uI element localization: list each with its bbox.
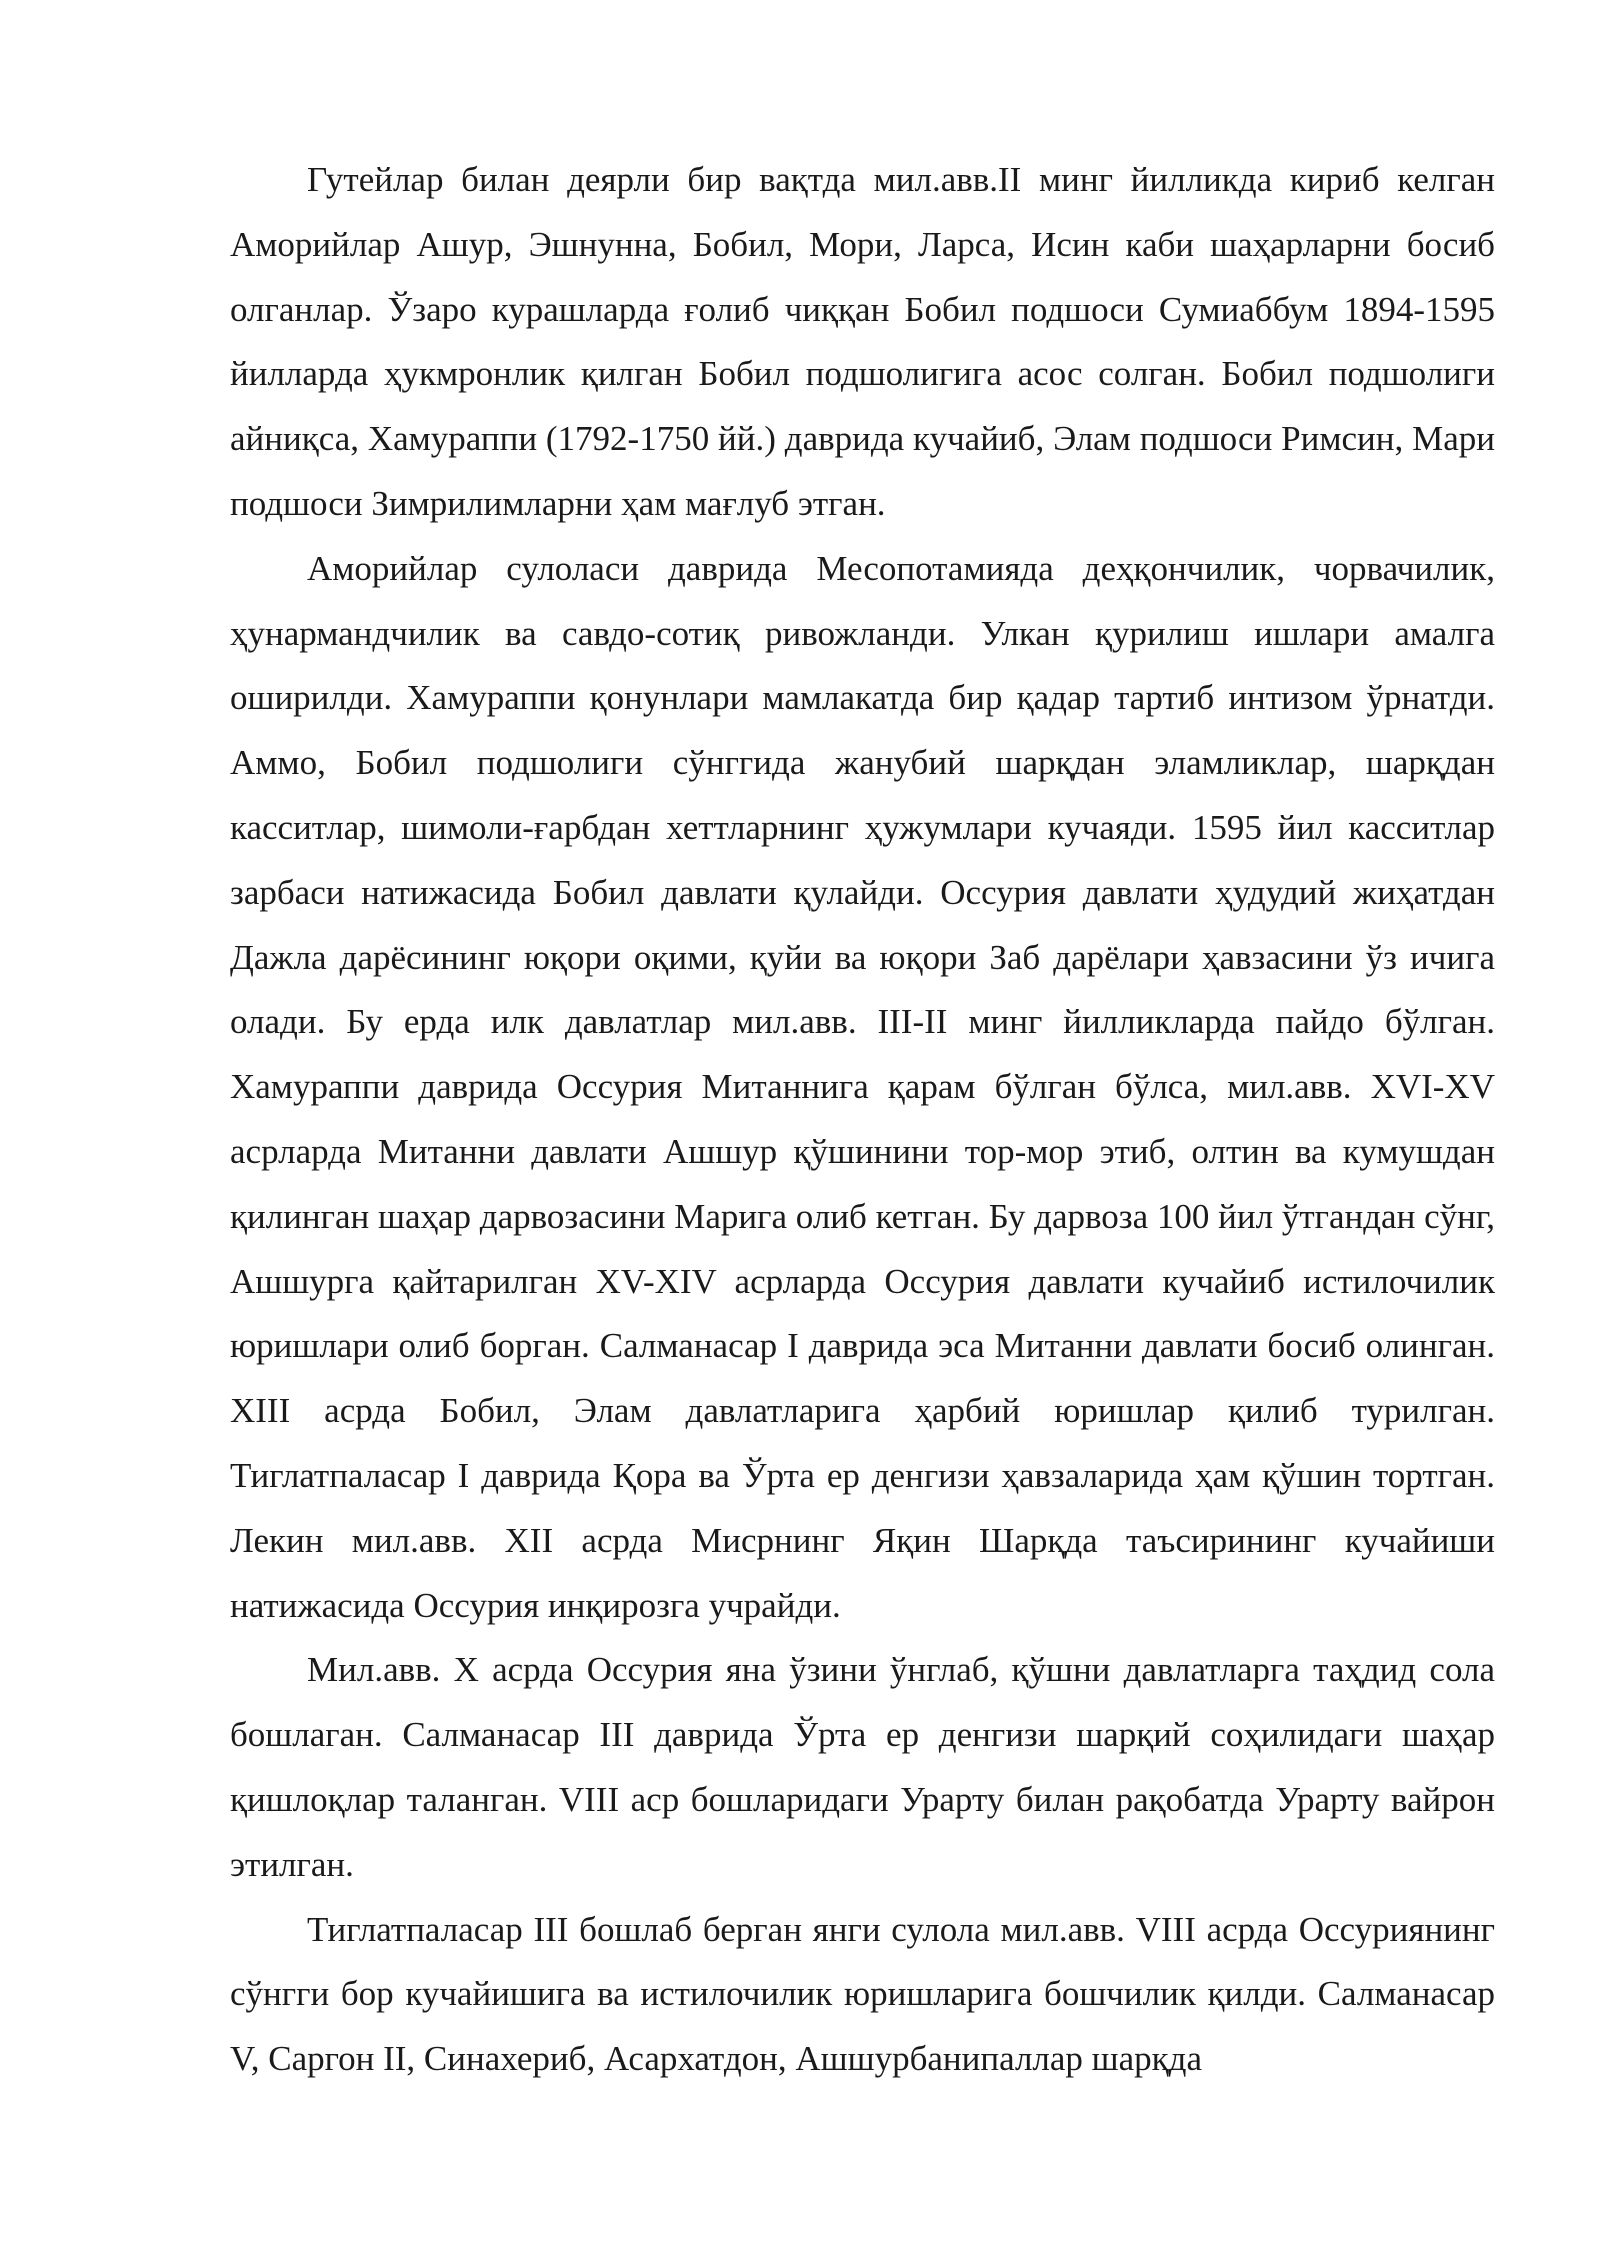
document-body: [230, 148, 1495, 2092]
paragraph-4: Тиглатпаласар III бошлаб берган янги сулола мил.авв. VIII асрда Оссуриянинг сўнгги бор кучайишига ва истилочилик юришларига бошчилик қилди. Салманасар V, Саргон II, Синахериб, Асархатдон, Ашшурбанипаллар шарқда: [230, 1909, 1495, 2079]
paragraph-3: Мил.авв. X асрда Оссурия яна ўзини ўнглаб, қўшни давлатларга таҳдид сола бошлаган. Салманасар III даврида Ўрта ер денгизи шарқий соҳилидаги шаҳар қишлоқлар таланган. VIII аср бошларидаги Урарту билан рақобатда Урарту вайрон этилган.: [230, 1650, 1495, 1884]
paragraph-2: Аморийлар сулоласи даврида Месопотамияда деҳқончилик, чорвачилик, ҳунармандчилик ва савдо-сотиқ ривожланди. Улкан қурилиш ишлари амалга оширилди. Хамураппи қонунлари мамлакатда бир қадар тартиб интизом ўрнатди. Аммо, Бобил подшолиги сўнггида жанубий шарқдан эламликлар, шарқдан касситлар, шимоли-ғарбдан хеттларнинг ҳужумлари кучаяди. 1595 йил касситлар зарбаси натижасида Бобил давлати қулайди. Оссурия давлати ҳудудий жиҳатдан Дажла дарёсининг юқори оқими, қуйи ва юқори Заб дарёлари ҳавзасини ўз ичига олади. Бу ерда илк давлатлар мил.авв. III-II минг йилликларда пайдо бўлган. Хамураппи даврида Оссурия Митаннига қарам бўлган бўлса, мил.авв. XVI-XV асрларда Митанни давлати Ашшур қўшинини тор-мор этиб, олтин ва кумушдан қилинган шаҳар дарвозасини Марига олиб кетган. Бу дарвоза 100 йил ўтгандан сўнг, Ашшурга қайтарилган XV-XIV асрларда Оссурия давлати кучайиб истилочилик юришлари олиб борган. Салманасар I даврида эса Митанни давлати босиб олинган. XIII асрда Бобил, Элам давлатларига ҳарбий юришлар қилиб турилган. Тиглатпаласар I даврида Қора ва Ўрта ер денгизи ҳавзаларида ҳам қўшин тортган. Лекин мил.авв. XII асрда Мисрнинг Яқин Шарқда таъсирининг кучайиши натижасида Оссурия инқирозга учрайди.: [230, 548, 1495, 1625]
paragraph-1: Гутейлар билан деярли бир вақтда мил.авв.II минг йилликда кириб келган Аморийлар Ашур, Эшнунна, Бобил, Мори, Ларса, Исин каби шаҳарларни босиб олганлар. Ўзаро курашларда ғолиб чиққан Бобил подшоси Сумиаббум 1894-1595 йилларда ҳукмронлик қилган Бобил подшолигига асос солган. Бобил подшолиги айниқса, Хамураппи (1792-1750 йй.) даврида кучайиб, Элам подшоси Римсин, Мари подшоси Зимрилимларни ҳам мағлуб этган.: [230, 160, 1495, 523]
